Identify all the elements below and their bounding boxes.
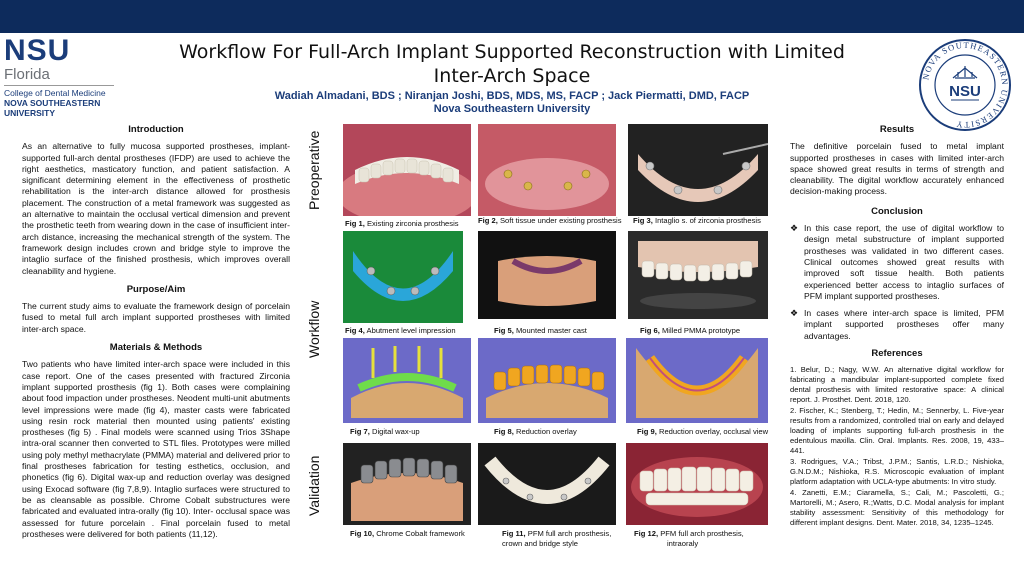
- fig-5-image: [478, 231, 616, 319]
- conclusion-text-1: In this case report, the use of digital workflow to design metal substructure of implant supported prostheses was validated in two different cases. Clinical outcomes showed great results with improved soft tissue health. Both patients experienced better access to intaglio surfaces of PFM implant supported prostheses.: [804, 223, 1004, 301]
- fig-9-num: Fig 9,: [637, 427, 657, 436]
- fig-4-text: Abutment level impression: [366, 326, 456, 335]
- fig-10-num: Fig 10,: [350, 529, 375, 538]
- logo-university-line1: NOVA SOUTHEASTERN: [4, 98, 101, 108]
- logo-wordmark: NSU: [4, 34, 71, 67]
- fig-5-caption: [494, 326, 587, 336]
- purpose-text: The current study aims to evaluate the framework design of porcelain fused to metal full arch implant supported prostheses with limited inter-arch space.: [22, 301, 290, 334]
- seal-ring-text: NOVA SOUTHEASTERN UNIVERSITY: [920, 39, 1011, 131]
- fig-1-text: Existing zirconia prosthesis: [366, 219, 459, 228]
- fig-4-image: [343, 231, 463, 323]
- fig-1-image: [343, 124, 471, 216]
- fig-3-caption: [633, 216, 761, 226]
- reference-4: 4. Zanetti, E.M.; Ciaramella, S.; Cali, M.; Pascoletti, G.; Martorelli, M.; Asero, R.;Watts, D.C. Modal analysis for implant stability assessment: Sensitivity of this methodology for different implant designs. Dent. Mater. 2018, 34, 1235–1245.: [790, 488, 1004, 528]
- poster-title: [150, 40, 874, 88]
- reference-3: 3. Rodrigues, V.A.; Tribst, J.P.M.; Santis, L.R.D.; Nishioka, G.N.D.M.; Nishioka, R.S. Microscopic evaluation of implant platform adaptation with UCLA-type abutments: In vitro study.: [790, 457, 1004, 487]
- nsu-logo: [4, 36, 122, 118]
- row-label-preoperative: Preoperative: [306, 130, 322, 210]
- seal-center-text: NSU: [949, 83, 981, 100]
- introduction-text: As an alternative to fully mucosa supported prostheses, implant-supported full-arch dental prostheses (IFDP) are used to achieve the right aesthetics, masticatory function, and patient satisfaction. A significant determining element in the effectiveness of prosthetic rehabilitation is the inter-arch distance allowed for prosthesis placement. The construction of a metal framework was suggested as an alternative to maintain the occlusal vertical dimension and prevent the prosthetic teeth from wearing down in the case of insufficient inter-arch distance, increasing the mechanical strength of the system. The framework design includes crown and bridge style to improve the intaglio surface of the finished prosthesis, which improves overall cleanability and hygiene.: [22, 141, 290, 276]
- fig-11-image: [478, 443, 616, 525]
- fig-2-caption: [478, 216, 622, 226]
- fig-3-text: Intaglio s. of zirconia prosthesis: [654, 216, 761, 225]
- fig-12-image: [626, 443, 768, 525]
- logo-divider: [4, 85, 114, 86]
- logo-university-line2: UNIVERSITY: [4, 108, 56, 118]
- diamond-bullet-icon: ❖: [790, 223, 799, 234]
- fig-2-image: [478, 124, 616, 216]
- fig-9-caption: [637, 427, 768, 437]
- methods-heading: Materials & Methods: [109, 342, 203, 354]
- diamond-bullet-icon: ❖: [790, 308, 799, 319]
- fig-1-caption: [345, 219, 459, 229]
- methods-text: Two patients who have limited inter-arch space were included in this case report. One of the cases presented with fractured Zirconia implant supported prosthesis (fig 1). Both cases were complaining about food impaction under prostheses. Neodent multi-unit abutments level impressions were made (fig 4), master casts were fabricated using resin rock material then mounted using patients' existing prostheses (fig 5) . Final models were scanned using Trios 3Shape intra-oral scanner then converted to STL files. Prototypes were milled using poly methyl methacrylate (PMMA) material and delivered prior to final prostheses fabrication for testing esthetics, occlusion, and phonetics (fig 6). Digital wax-up and reduction overlay was designed using Exocad software (fig 7,8,9). Intaglio surfaces were structured to be as cleansable as possible. Chrome Cobalt substructures were fabricated and evaluated intra-orally (fig 10). Inter- occlusal space was assessed for future porcelain . Final porcelain fused to metal prostheses were delivered for both patients (11,12).: [22, 359, 290, 539]
- left-column: [22, 124, 290, 547]
- reference-1: 1. Belur, D.; Nagy, W.W. An alternative digital workflow for fabricating a mandibular implant-supported complete fixed dental prosthesis with limited restorative space: A clinical report. J. Prosthet. Dent. 2018, 120.: [790, 365, 1004, 405]
- institution: Nova Southeastern University: [433, 103, 591, 115]
- references-list: [790, 365, 1004, 528]
- fig-2-text: Soft tissue under existing prosthesis: [499, 216, 622, 225]
- fig-11-text: PFM full arch prosthesis,: [527, 529, 612, 538]
- authors: Wadiah Almadani, BDS ; Niranjan Joshi, BDS, MDS, MS, FACP ; Jack Piermatti, DMD, FACP: [274, 90, 750, 102]
- results-text: The definitive porcelain fused to metal implant supported prostheses in cases with limited inter-arch space showed great results in terms of strength and cleanability. The digital workflow accurately enhanced decision-making process.: [790, 141, 1004, 197]
- row-label-workflow: Workflow: [306, 300, 322, 358]
- fig-6-text: Milled PMMA prototype: [661, 326, 741, 335]
- logo-florida: Florida: [4, 66, 50, 83]
- introduction-heading: Introduction: [128, 124, 184, 135]
- university-seal: [918, 38, 1012, 132]
- logo-college: College of Dental Medicine: [4, 88, 106, 98]
- fig-2-num: Fig 2,: [478, 216, 498, 225]
- fig-7-num: Fig 7,: [350, 427, 370, 436]
- fig-12-num: Fig 12,: [634, 529, 659, 538]
- fig-11-caption: [502, 529, 611, 548]
- fig-5-text: Mounted master cast: [515, 326, 587, 335]
- title-line-2: Inter-Arch Space: [433, 65, 591, 87]
- fig-11-num: Fig 11,: [502, 529, 526, 538]
- right-column: [790, 124, 1004, 529]
- fig-11-text-2: crown and bridge style: [502, 538, 578, 548]
- title-line-1: Workflow For Full-Arch Implant Supported Reconstruction with Limited: [179, 41, 845, 63]
- conclusion-heading: Conclusion: [871, 205, 923, 217]
- fig-8-caption: [494, 427, 577, 437]
- fig-10-caption: [350, 529, 465, 539]
- fig-12-text: PFM full arch prosthesis,: [660, 529, 744, 538]
- conclusion-item: [790, 308, 1004, 342]
- fig-6-num: Fig 6,: [640, 326, 660, 335]
- fig-6-image: [628, 231, 768, 319]
- fig-8-num: Fig 8,: [494, 427, 514, 436]
- fig-7-caption: [350, 427, 420, 437]
- conclusion-item: [790, 223, 1004, 302]
- fig-9-image: [626, 338, 768, 423]
- fig-10-text: Chrome Cobalt framework: [376, 529, 465, 538]
- reference-2: 2. Fischer, K.; Stenberg, T.; Hedin, M.; Sennerby, L. Five-year results from a randomized, controlled trial on early and delayed loading of implants supporting full-arch prosthesis in the edentulous maxilla. Clin. Oral. Implants. Res. 2008, 19, 433–441.: [790, 406, 1004, 456]
- authors-block: [150, 90, 874, 116]
- fig-4-caption: [345, 326, 456, 336]
- fig-3-image: [628, 124, 768, 216]
- fig-12-caption: [634, 529, 744, 548]
- fig-1-num: Fig 1,: [345, 219, 365, 228]
- fig-7-text: Digital wax-up: [371, 427, 420, 436]
- references-heading: References: [871, 348, 923, 360]
- fig-7-image: [343, 338, 471, 423]
- fig-12-text-2: intraoraly: [667, 538, 699, 548]
- fig-8-image: [478, 338, 616, 423]
- purpose-heading: Purpose/Aim: [126, 283, 186, 295]
- fig-3-num: Fig 3,: [633, 216, 653, 225]
- fig-10-image: [343, 443, 471, 525]
- fig-4-num: Fig 4,: [345, 326, 365, 335]
- fig-5-num: Fig 5,: [494, 326, 514, 335]
- conclusion-text-2: In cases where inter-arch space is limited, PFM implant supported prostheses offer many advantages.: [804, 308, 1004, 341]
- fig-8-text: Reduction overlay: [515, 427, 577, 436]
- row-label-validation: Validation: [306, 455, 322, 516]
- fig-9-text: Reduction overlay, occlusal view: [658, 427, 769, 436]
- top-banner: [0, 0, 1024, 33]
- fig-6-caption: [640, 326, 740, 336]
- results-heading: Results: [879, 124, 915, 135]
